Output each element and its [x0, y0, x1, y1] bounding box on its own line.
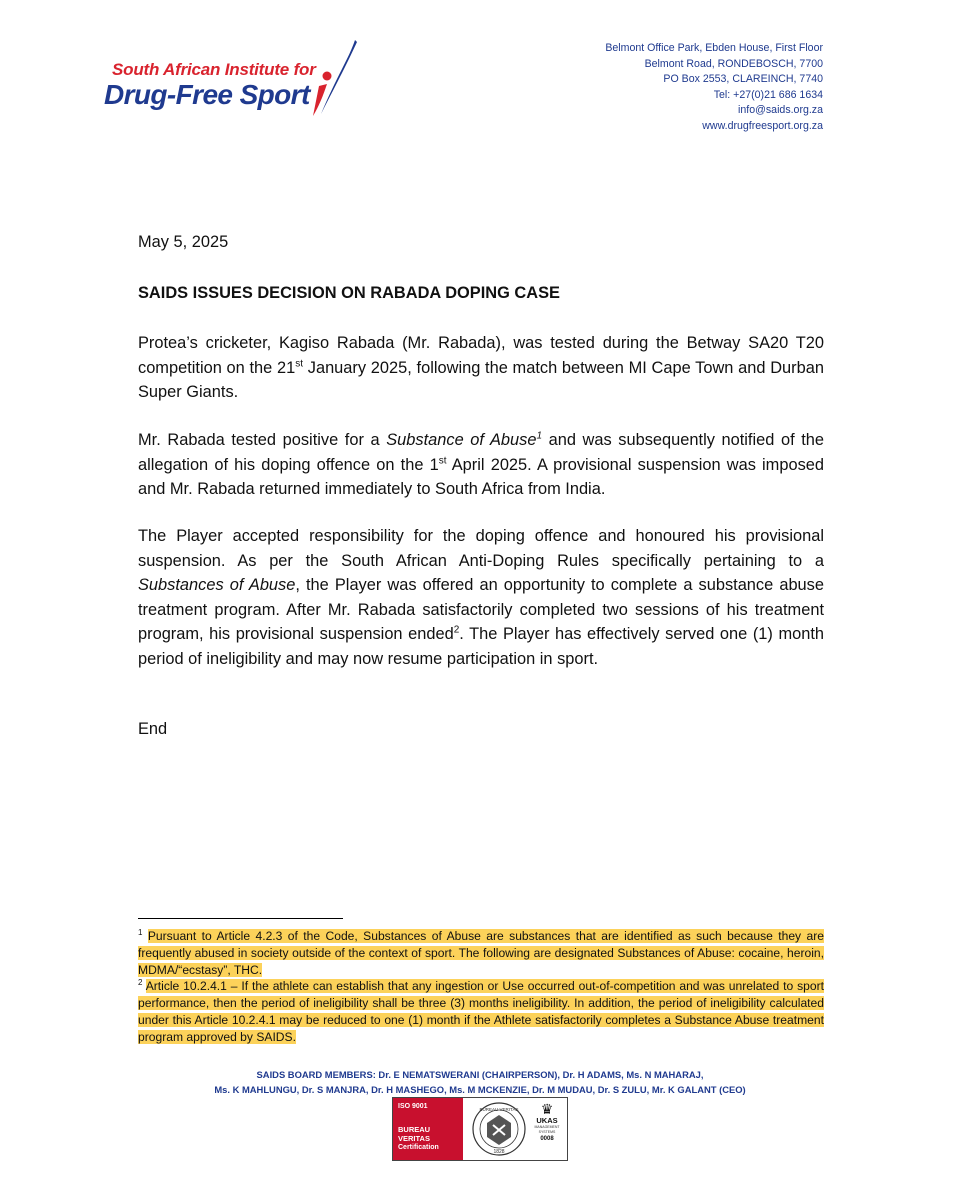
footnote-1 [138, 928, 824, 978]
address-block [605, 41, 823, 135]
address-line: PO Box 2553, CLAREINCH, 7740 [663, 73, 823, 86]
footnote-ref-1[interactable]: 1 [536, 430, 543, 442]
letter-end: End [138, 720, 168, 738]
crown-icon: ♛ [540, 1101, 554, 1117]
certification-badges [392, 1097, 568, 1161]
p1-ordinal: st [295, 358, 304, 370]
ukas-name: UKAS [536, 1116, 558, 1125]
footnote-2 [138, 978, 824, 1045]
p2-text-b: and was subsequently notified of the allegation of his doping offence on the 1 [138, 431, 825, 474]
ukas-sub: MANAGEMENT SYSTEMS [534, 1125, 560, 1134]
paragraph-1 [138, 331, 824, 405]
footnote-divider [138, 918, 343, 919]
p3-text-a: The Player accepted responsibility for the doping offence and honoured his provisional suspension. As per the South African Anti-Doping Rules specifically pertaining to a [138, 527, 824, 570]
bv-name: BUREAU VERITAS [398, 1125, 431, 1143]
logo-line-1: South African Institute for [112, 60, 316, 79]
bureau-veritas-seal-icon [471, 1101, 527, 1157]
p3-text-c: . The Player has effectively served one (1) month period of ineligibility and may now resume participation in sport. [138, 625, 825, 668]
bv-sub: Certification [398, 1144, 439, 1151]
phone-line: Tel: +27(0)21 686 1634 [713, 88, 823, 101]
footnote-text: Pursuant to Article 4.2.3 of the Code, Substances of Abuse are substances that are identified as such because they are frequently abused in society outside of the context of sport. The following are designated Substances of Abuse: cocaine, heroin, MDMA/“ecstasy”, THC. [138, 929, 824, 977]
email-link[interactable]: info@saids.org.za [738, 104, 823, 117]
p2-text-a: Mr. Rabada tested positive for a [138, 431, 387, 449]
footnotes [138, 928, 824, 1046]
website-link[interactable]: www.drugfreesport.org.za [702, 119, 823, 132]
logo-line-2: Drug-Free Sport [104, 79, 310, 110]
p1-text-a: Protea’s cricketer, Kagiso Rabada (Mr. Rabada), was tested during the Betway SA20 T20 competition on the 21 [138, 334, 824, 377]
footnote-text: Article 10.2.4.1 – If the athlete can establish that any ingestion or Use occurred out-of-competition and was unrelated to sport performance, then the period of ineligibility shall be three (3) months ineligibility. In addition, the period of ineligibility calculated under this Article 10.2.4.1 may be reduced to one (1) month if the Athlete satisfactorily completes a Substance Abuse treatment program approved by SAIDS. [138, 979, 824, 1044]
p3-text-b: , the Player was offered an opportunity to complete a substance abuse treatment program. After Mr. Rabada satisfactorily completed two sessions of his treatment program, his provisional suspension ended [138, 576, 824, 643]
p2-emphasis: Substance of Abuse [386, 431, 537, 449]
seal-year: 1828 [493, 1149, 505, 1155]
paragraph-3 [138, 524, 824, 671]
iso-label: ISO 9001 [398, 1103, 428, 1110]
letter-date: May 5, 2025 [138, 233, 229, 251]
paragraph-2 [138, 428, 824, 502]
ukas-number: 0008 [540, 1136, 554, 1142]
board-line-2: Ms. K MAHLUNGU, Dr. S MANJRA, Dr. H MASHEGO, Ms. M MCKENZIE, Dr. M MUDAU, Dr. S ZULU, Mr. K GALANT (CEO) [214, 1084, 746, 1095]
board-members [150, 1067, 810, 1097]
footnote-ref-2[interactable]: 2 [453, 624, 460, 636]
address-line: Belmont Office Park, Ebden House, First Floor [605, 42, 823, 54]
p2-text-c: April 2025. A provisional suspension was imposed and Mr. Rabada returned immediately to South Africa from India. [138, 455, 824, 498]
footnote-number: 1 [138, 927, 143, 937]
p1-text-b: January 2025, following the match between MI Cape Town and Durban Super Giants. [138, 358, 824, 401]
letter-title: SAIDS ISSUES DECISION ON RABADA DOPING CASE [138, 284, 560, 302]
board-line-1: SAIDS BOARD MEMBERS: Dr. E NEMATSWERANI (CHAIRPERSON), Dr. H ADAMS, Ms. N MAHARAJ, [256, 1069, 704, 1080]
iso-certification-badge [393, 1098, 463, 1160]
saids-logo [100, 36, 380, 126]
athlete-swoosh-icon [305, 36, 365, 121]
p2-ordinal: st [438, 455, 447, 467]
seal-top-text: BUREAU VERITAS [479, 1107, 519, 1112]
p3-emphasis: Substances of Abuse [138, 576, 296, 594]
footnote-number: 2 [138, 978, 143, 988]
ukas-badge [531, 1102, 563, 1143]
address-line: Belmont Road, RONDEBOSCH, 7700 [644, 57, 823, 70]
